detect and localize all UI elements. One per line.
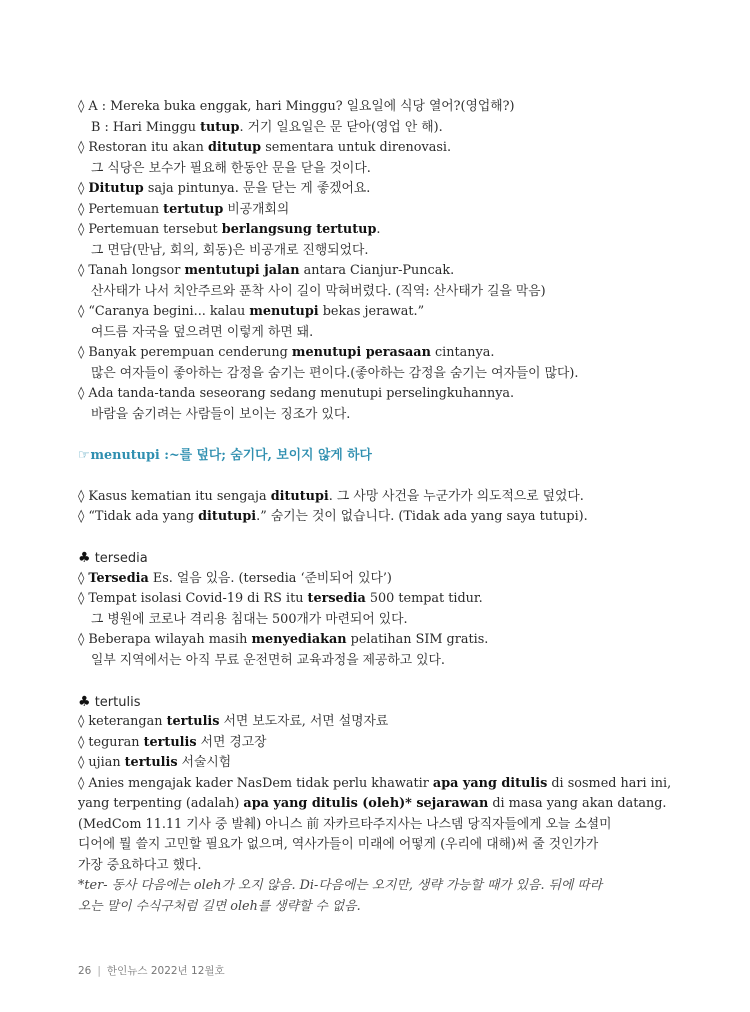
translation-line: 산사태가 나서 치안주르와 푼착 사이 길이 막혀버렸다. (직역: 산사태가 길을 막음): [91, 283, 546, 299]
example-line: ◊ keterangan tertulis 서면 보도자료, 서면 설명자료: [78, 714, 389, 729]
example-line: ◊ Tersedia Es. 얼음 있음. (tersedia ‘준비되어 있다’): [78, 570, 392, 586]
example-line: ◊ Restoran itu akan ditutup sementara untuk direnovasi.: [78, 140, 452, 155]
example-line: ◊ A : Mereka buka enggak, hari Minggu? 일요일에 식당 열어?(영업해?): [78, 99, 515, 114]
translation-line: 바람을 숨기려는 사람들이 보이는 징조가 있다.: [91, 406, 351, 422]
example-line: ◊ Pertemuan tersebut berlangsung tertutup.: [78, 222, 381, 237]
example-line: ◊ teguran tertulis 서면 경고장: [78, 734, 267, 750]
translation-line: 많은 여자들이 좋아하는 감정을 숨기는 편이다.(좋아하는 감정을 숨기는 여자들이 많다).: [91, 365, 579, 381]
example-line: ◊ “Tidak ada yang ditutupi.” 숨기는 것이 없습니다. (Tidak ada yang saya tutupi).: [78, 509, 588, 524]
example-line: ◊ Anies mengajak kader NasDem tidak perlu khawatir apa yang ditulis di sosmed hari ini,: [78, 775, 672, 791]
example-line: ◊ ujian tertulis 서술시험: [78, 755, 232, 770]
example-line: ◊ Tanah longsor mentutupi jalan antara Cianjur-Puncak.: [78, 263, 455, 278]
translation-line: 그 면담(만남, 회의, 회동)은 비공개로 진행되었다.: [91, 242, 369, 258]
publication-name: 한인뉴스 2022년 12월호: [106, 965, 225, 977]
footer-separator: |: [97, 965, 101, 977]
example-line: B : Hari Minggu tutup. 거기 일요일은 문 닫아(영업 안 해).: [91, 119, 443, 135]
example-line: ◊ Kasus kematian itu sengaja ditutupi. 그 사망 사건을 누군가가 의도적으로 덮었다.: [78, 488, 584, 504]
club-icon: ♣: [78, 693, 91, 710]
paragraph-line: (MedCom 11.11 기사 중 발췌) 아니스 前 자카르타주지사는 나스뎀 당직자들에게 오늘 소셜미: [78, 816, 612, 832]
paragraph-line: 디어에 뭘 쓸지 고민할 필요가 없으며, 역사가들이 미래에 어떻게 (우리에 대해)써 줄 것인가가: [78, 837, 599, 852]
article-body: [78, 97, 684, 917]
example-line: ◊ “Caranya begini... kalau menutupi bekas jerawat.”: [78, 304, 425, 319]
example-line: ◊ Ditutup saja pintunya. 문을 닫는 게 좋겠어요.: [78, 181, 371, 196]
example-line: ◊ Pertemuan tertutup 비공개회의: [78, 201, 290, 217]
club-icon: ♣: [78, 550, 91, 566]
translation-line: 그 병원에 코로나 격리용 침대는 500개가 마련되어 있다.: [91, 611, 408, 627]
footnote-line: *ter- 동사 다음에는 oleh가 오지 않음. Di-다음에는 오지만, 생략 가능할 때가 있음. 뒤에 따라: [78, 878, 603, 893]
section-title-tertulis: ♣ tertulis: [78, 693, 141, 710]
page-footer: [78, 963, 225, 978]
translation-line: 여드름 자국을 덮으려면 이렇게 하면 돼.: [91, 324, 314, 340]
pointing-hand-icon: ☞: [78, 447, 90, 463]
translation-line: 일부 지역에서는 아직 무료 운전면허 교육과정을 제공하고 있다.: [91, 652, 445, 668]
page-number: 26: [78, 965, 92, 977]
vocab-header: ☞menutupi :~를 덮다; 숨기다, 보이지 않게 하다: [78, 447, 372, 463]
example-line: yang terpenting (adalah) apa yang ditulis (oleh)* sejarawan di masa yang akan datang.: [78, 796, 667, 811]
footnote-line: 오는 말이 수식구처럼 길면 oleh를 생략할 수 없음.: [78, 898, 361, 914]
example-line: ◊ Tempat isolasi Covid-19 di RS itu tersedia 500 tempat tidur.: [78, 591, 483, 606]
section-title-tersedia: ♣ tersedia: [78, 550, 148, 566]
example-line: ◊ Ada tanda-tanda seseorang sedang menutupi perselingkuhannya.: [78, 386, 515, 401]
translation-line: 그 식당은 보수가 필요해 한동안 문을 닫을 것이다.: [91, 160, 371, 176]
example-line: ◊ Beberapa wilayah masih menyediakan pelatihan SIM gratis.: [78, 632, 489, 647]
example-line: ◊ Banyak perempuan cenderung menutupi perasaan cintanya.: [78, 345, 495, 360]
paragraph-line: 가장 중요하다고 했다.: [78, 857, 202, 873]
